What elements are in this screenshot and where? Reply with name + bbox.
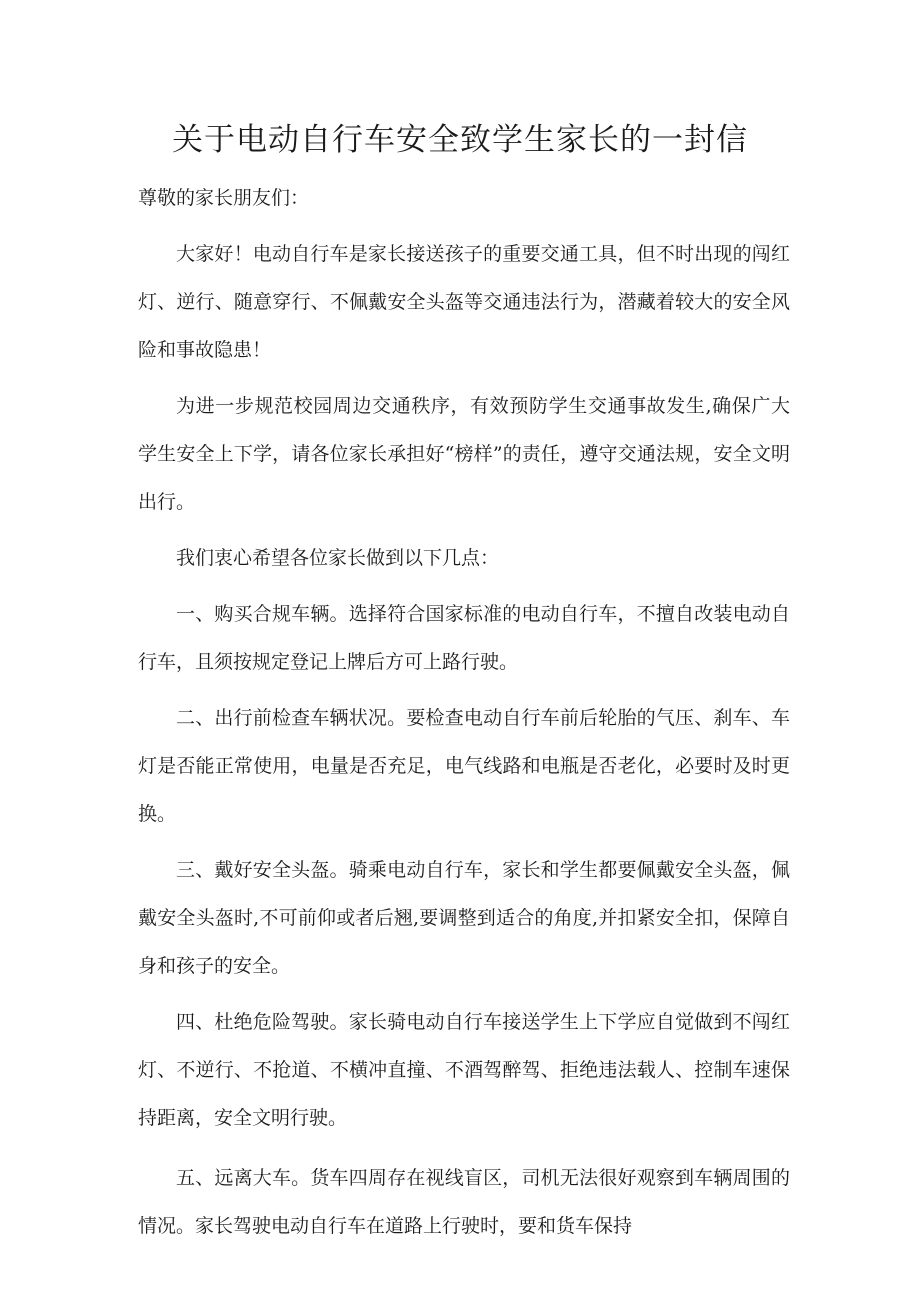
- paragraph-point-5: 五、远离大车。货车四周存在视线盲区，司机无法很好观察到车辆周围的情况。家长驾驶电动自行车在道路上行驶时，要和货车保持: [138, 1167, 790, 1237]
- paragraph-intro-points: 我们衷心希望各位家长做到以下几点：: [176, 547, 500, 569]
- paragraph-purpose: 为进一步规范校园周边交通秩序，有效预防学生交通事故发生,确保广大学生安全上下学，请各位家长承担好“榜样”的责任，遵守交通法规，安全文明出行。: [138, 395, 790, 513]
- letter-body: [138, 174, 790, 1250]
- paragraph-point-3: 三、戴好安全头盔。骑乘电动自行车，家长和学生都要佩戴安全头盔，佩戴安全头盔时,不可前仰或者后翘,要调整到适合的角度,并扣紧安全扣，保障自身和孩子的安全。: [138, 859, 790, 977]
- paragraph-point-1: 一、购买合规车辆。选择符合国家标准的电动自行车，不擅自改装电动自行车，且须按规定登记上牌后方可上路行驶。: [138, 603, 790, 673]
- salutation: 尊敬的家长朋友们：: [138, 187, 310, 209]
- paragraph-point-4: 四、杜绝危险驾驶。家长骑电动自行车接送学生上下学应自觉做到不闯红灯、不逆行、不抢道、不横冲直撞、不酒驾醉驾、拒绝违法载人、控制车速保持距离，安全文明行驶。: [138, 1011, 790, 1129]
- page-title: 关于电动自行车安全致学生家长的一封信: [172, 122, 748, 158]
- paragraph-greeting: 大家好！电动自行车是家长接送孩子的重要交通工具，但不时出现的闯红灯、逆行、随意穿行、不佩戴安全头盔等交通违法行为，潜藏着较大的安全风险和事故隐患！: [138, 243, 790, 361]
- paragraph-point-2: 二、出行前检查车辆状况。要检查电动自行车前后轮胎的气压、刹车、车灯是否能正常使用，电量是否充足，电气线路和电瓶是否老化，必要时及时更换。: [138, 707, 790, 825]
